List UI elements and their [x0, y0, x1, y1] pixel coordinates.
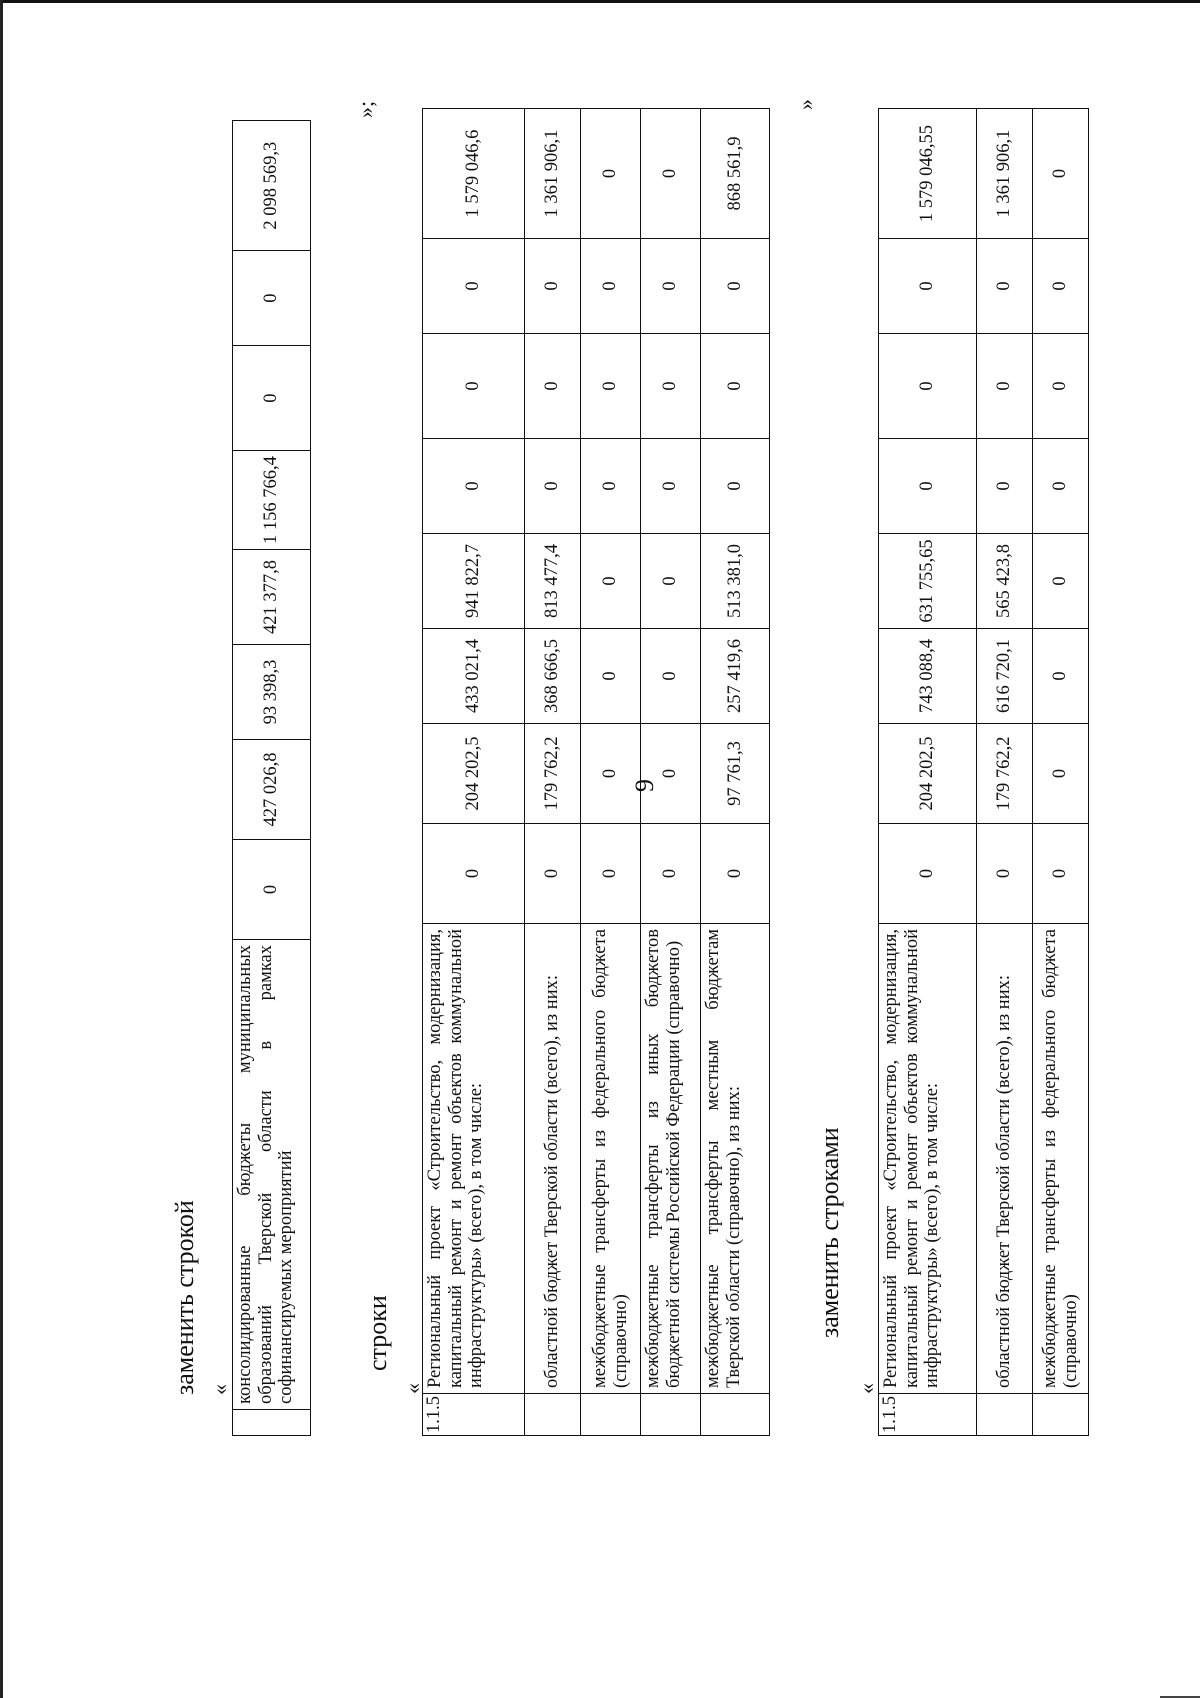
- page-number: 9: [630, 779, 659, 792]
- table-row: [641, 109, 701, 1436]
- section3-heading: заменить строками: [815, 1127, 844, 1338]
- value-cell: 0: [641, 629, 701, 724]
- value-cell: 0: [233, 346, 311, 451]
- table-row: [1033, 109, 1089, 1436]
- table-row: [233, 121, 311, 1436]
- value-cell: 0: [977, 334, 1033, 439]
- value-cell: 0: [641, 239, 701, 334]
- section2-open-quote: «: [400, 1383, 425, 1394]
- value-cell: 0: [641, 534, 701, 629]
- value-cell: 0: [977, 239, 1033, 334]
- value-cell: 0: [581, 334, 641, 439]
- section2-table: [422, 108, 770, 1436]
- value-cell: 1 361 906,1: [977, 109, 1033, 239]
- value-cell: 433 021,4: [423, 629, 525, 724]
- value-cell: 0: [641, 109, 701, 239]
- value-cell: 0: [423, 239, 525, 334]
- row-name-cell: межбюджетные трансферты местным бюджетам Тверской области (справочно), из них:: [701, 924, 770, 1394]
- value-cell: 0: [525, 439, 581, 534]
- value-cell: 0: [525, 824, 581, 924]
- value-cell: 1 361 906,1: [525, 109, 581, 239]
- section3-open-quote: «: [854, 1383, 879, 1394]
- value-cell: 941 822,7: [423, 534, 525, 629]
- row-number-cell: [581, 1394, 641, 1436]
- value-cell: 0: [1033, 629, 1089, 724]
- row-number-cell: [701, 1394, 770, 1436]
- value-cell: 616 720,1: [977, 629, 1033, 724]
- row-number-cell: [233, 1410, 311, 1436]
- value-cell: 813 477,4: [525, 534, 581, 629]
- value-cell: 421 377,8: [233, 550, 311, 645]
- row-name-cell: межбюджетные трансферты из федерального бюджета (справочно): [581, 924, 641, 1394]
- value-cell: 0: [581, 534, 641, 629]
- value-cell: 0: [701, 824, 770, 924]
- value-cell: 0: [879, 334, 977, 439]
- value-cell: 513 381,0: [701, 534, 770, 629]
- value-cell: 2 098 569,3: [233, 121, 311, 251]
- row-number-cell: 1.1.5: [423, 1394, 525, 1436]
- row-number-cell: 1.1.5: [879, 1394, 977, 1436]
- value-cell: 0: [1033, 239, 1089, 334]
- value-cell: 0: [879, 239, 977, 334]
- value-cell: 0: [977, 824, 1033, 924]
- value-cell: 631 755,65: [879, 534, 977, 629]
- value-cell: 1 579 046,55: [879, 109, 977, 239]
- value-cell: 93 398,3: [233, 645, 311, 740]
- row-name-cell: областной бюджет Тверской области (всего), из них:: [977, 924, 1033, 1394]
- value-cell: 427 026,8: [233, 740, 311, 840]
- value-cell: 368 666,5: [525, 629, 581, 724]
- value-cell: 0: [581, 439, 641, 534]
- value-cell: 204 202,5: [879, 724, 977, 824]
- row-number-cell: [1033, 1394, 1089, 1436]
- table-row: [977, 109, 1033, 1436]
- value-cell: 0: [701, 439, 770, 534]
- value-cell: 0: [1033, 334, 1089, 439]
- value-cell: 0: [701, 239, 770, 334]
- scan-top-edge: [0, 0, 1200, 3]
- row-number-cell: [641, 1394, 701, 1436]
- value-cell: 257 419,6: [701, 629, 770, 724]
- value-cell: 0: [1033, 109, 1089, 239]
- section2-heading: строки: [363, 1295, 392, 1371]
- value-cell: 0: [977, 439, 1033, 534]
- value-cell: 0: [423, 439, 525, 534]
- section1-close-quote: »;: [353, 100, 378, 118]
- row-name-cell: областной бюджет Тверской области (всего), из них:: [525, 924, 581, 1394]
- value-cell: 1 156 766,4: [233, 451, 311, 550]
- value-cell: 0: [1033, 534, 1089, 629]
- table-row: [581, 109, 641, 1436]
- table-row: [701, 109, 770, 1436]
- rotated-document-page: [150, 60, 1190, 1650]
- value-cell: 0: [641, 824, 701, 924]
- value-cell: 0: [879, 439, 977, 534]
- value-cell: 0: [1033, 824, 1089, 924]
- row-name-cell: Региональный проект «Строительство, модернизация, капитальный ремонт и ремонт объектов коммунальной инфраструктуры» (всего), в том числе:: [879, 924, 977, 1394]
- row-name-cell: межбюджетные трансферты из иных бюджетов бюджетной системы Российской Федерации (справочно): [641, 924, 701, 1394]
- row-name-cell: консолидированные бюджеты муниципальных образований Тверской области в рамках софинансируемых мероприятий: [233, 940, 311, 1410]
- value-cell: 868 561,9: [701, 109, 770, 239]
- table-row: [525, 109, 581, 1436]
- value-cell: 0: [1033, 724, 1089, 824]
- section3-table: [878, 108, 1089, 1436]
- value-cell: 0: [525, 334, 581, 439]
- value-cell: 0: [581, 824, 641, 924]
- value-cell: 0: [641, 439, 701, 534]
- value-cell: 179 762,2: [525, 724, 581, 824]
- value-cell: 0: [581, 629, 641, 724]
- value-cell: 0: [879, 824, 977, 924]
- scan-left-edge: [0, 0, 3, 1698]
- value-cell: 1 579 046,6: [423, 109, 525, 239]
- value-cell: 0: [423, 334, 525, 439]
- value-cell: 97 761,3: [701, 724, 770, 824]
- value-cell: 0: [1033, 439, 1089, 534]
- value-cell: 0: [641, 334, 701, 439]
- section1-heading: заменить строкой: [170, 1200, 199, 1395]
- value-cell: 179 762,2: [977, 724, 1033, 824]
- value-cell: 0: [581, 724, 641, 824]
- row-name-cell: Региональный проект «Строительство, модернизация, капитальный ремонт и ремонт объектов коммунальной инфраструктуры» (всего), в том числе:: [423, 924, 525, 1394]
- row-number-cell: [977, 1394, 1033, 1436]
- value-cell: 0: [581, 109, 641, 239]
- section1-table: [232, 120, 311, 1436]
- value-cell: 0: [423, 824, 525, 924]
- section2-close-quote: »: [793, 99, 818, 110]
- value-cell: 0: [233, 251, 311, 346]
- row-name-cell: межбюджетные трансферты из федерального бюджета (справочно): [1033, 924, 1089, 1394]
- value-cell: 0: [641, 724, 701, 824]
- row-number-cell: [525, 1394, 581, 1436]
- value-cell: 0: [581, 239, 641, 334]
- value-cell: 743 088,4: [879, 629, 977, 724]
- value-cell: 565 423,8: [977, 534, 1033, 629]
- value-cell: 0: [525, 239, 581, 334]
- section1-open-quote: «: [207, 1384, 232, 1395]
- table-row: [423, 109, 525, 1436]
- value-cell: 0: [233, 840, 311, 940]
- value-cell: 0: [701, 334, 770, 439]
- table-row: [879, 109, 977, 1436]
- value-cell: 204 202,5: [423, 724, 525, 824]
